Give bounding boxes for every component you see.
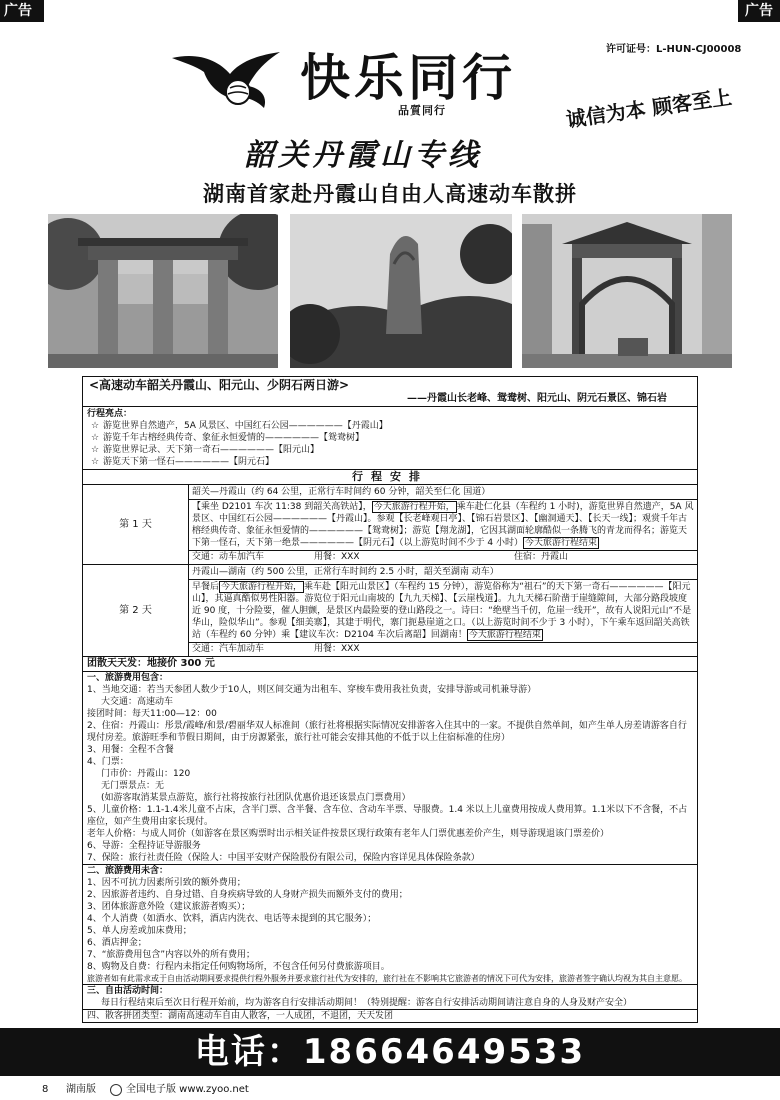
included-line: 大交通：高速动车 bbox=[101, 697, 174, 707]
included-line: 接团时间：每天11:00—12：00 bbox=[87, 709, 217, 719]
highlight-item: ☆ 游览天下第一怪石——————【阴元石】 bbox=[91, 457, 275, 467]
route-title: 韶关丹霞山专线 bbox=[244, 138, 482, 173]
day-route: 韶关—丹霞山（约 64 公里，正常行车时间约 60 分钟，韶关至仁化 国道） bbox=[189, 485, 697, 500]
website-link[interactable]: 全国电子版 www.zyoo.net bbox=[126, 1084, 249, 1095]
highlights bbox=[83, 407, 697, 470]
brand-header bbox=[0, 22, 780, 172]
tour-header bbox=[83, 377, 697, 407]
included-title: 一、旅游费用包含： bbox=[87, 673, 169, 683]
brand-subtitle: 品質同行 bbox=[398, 104, 446, 117]
excluded-line: 7、“旅游费用包含”内容以外的所有费用； bbox=[87, 950, 256, 960]
star-icon: ☆ bbox=[91, 433, 100, 443]
day-traffic: 交通：汽车加动车 bbox=[192, 644, 265, 654]
excluded-line: 2、因旅游者违约、自身过错、自身疾病导致的人身财产损失而额外支付的费用； bbox=[87, 890, 408, 900]
day-description: 【乘坐 D2101 车次 11:38 到韶关高铁站】， 今天旅游行程开始， 乘车赴仁化县（车程约 1 小时)，游览世界自然遗产，5A 风景区、中国红石公园——————【丹霞山】。参观【长老峰观日亭】、【锦石岩景区】、【幽洞通天】、【长天一线】；观赏千年古榕经典传奇、象征永恒爱情的——————【鸳鸯树】；游览【翔龙湖】，它因其湖面轮廓酷似一条腾飞的青龙而得名；游览天下第一怪石，天下第一绝景——————【阴元石】（以上游览时间不少于 4 小时） 今天旅游行程结束 bbox=[189, 500, 697, 551]
day-meal: 用餐：XXX bbox=[314, 644, 360, 654]
globe-icon bbox=[110, 1084, 122, 1096]
included-line: 4、门票： bbox=[87, 757, 129, 767]
day-2 bbox=[83, 565, 697, 657]
group-type: 四、散客拼团类型：湖南高速动车自由人散客，一人成团，不退团，天天发团 bbox=[87, 1011, 394, 1021]
page-number: 8 bbox=[42, 1084, 49, 1095]
brand-title: 快乐同行 bbox=[300, 48, 516, 107]
included-line: (如游客取消某景点游览，旅行社将按旅行社团队优惠价退还该景点门票费用） bbox=[101, 793, 411, 803]
ad-tag-left: 广告 bbox=[0, 0, 44, 22]
top-bar bbox=[0, 0, 780, 22]
excluded-line: 6、酒店押金； bbox=[87, 938, 147, 948]
day-route: 丹霞山—湖南（约 500 公里，正常行车时间约 2.5 小时，韶关至湖南 动车） bbox=[189, 565, 697, 580]
ad-tag-right: 广告 bbox=[738, 0, 780, 22]
highlight-item: ☆ 游览世界自然遗产，5A 风景区、中国红石公园——————【丹霞山】 bbox=[91, 421, 388, 431]
day-meal: 用餐：XXX bbox=[314, 552, 360, 562]
footer bbox=[0, 1080, 780, 1100]
itinerary-end-badge: 今天旅游行程结束 bbox=[468, 630, 541, 640]
excluded-section bbox=[83, 865, 697, 985]
highlight-item: ☆ 游览千年古榕经典传奇、象征永恒爱情的——————【鸳鸯树】 bbox=[91, 433, 365, 443]
tour-title: <高速动车韶关丹霞山、阳元山、少阴石两日游> bbox=[89, 378, 350, 392]
day-traffic: 交通：动车加汽车 bbox=[192, 552, 265, 562]
photo-city-archway bbox=[522, 214, 732, 368]
excluded-line: 8、购物及自费：行程内未指定任何购物场所，不包含任何另付费旅游项目。 bbox=[87, 962, 390, 972]
included-line: 3、用餐：全程不含餐 bbox=[87, 745, 174, 755]
excluded-line: 4、个人消费（如酒水、饮料，酒店内洗衣、电话等未提到的其它服务）； bbox=[87, 914, 377, 924]
excluded-line: 1、因不可抗力因素所引致的额外费用； bbox=[87, 878, 246, 888]
day-footer bbox=[189, 643, 697, 656]
day-1 bbox=[83, 485, 697, 565]
free-time-title: 三、自由活动时间： bbox=[87, 986, 169, 996]
day-label: 第 1 天 bbox=[83, 485, 189, 564]
itinerary-end-badge: 今天旅游行程结束 bbox=[524, 538, 597, 548]
license-number: 许可证号：L-HUN-CJ00008 bbox=[606, 44, 742, 55]
included-line: 老年人价格：与成人同价（如游客在景区购票时出示相关证件按景区现行政策有老年人门票优惠差价产生，则导游现退该门票差价） bbox=[87, 829, 610, 839]
included-line: 1、当地交通：若当天参团人数少于10人，则区间交通为出租车、穿梭车费用我社负责，安排导游或司机兼导游） bbox=[87, 685, 537, 695]
highlight-item: ☆ 游览世界记录、天下第一奇石——————【阳元山】 bbox=[91, 445, 320, 455]
included-line: 无门票景点：无 bbox=[101, 781, 165, 791]
star-icon: ☆ bbox=[91, 445, 100, 455]
star-icon: ☆ bbox=[91, 457, 100, 467]
included-line: 2、住宿：丹霞山：彤景/霞峰/和景/碧丽华双人标准间（旅行社将根据实际情况安排游客入住其中的一家。不提供自然单间，如产生单人房差请游客自行现付房差。旅游旺季和节假日期间，由于房源紧张，旅行社可能会安排其他的不低于以上住宿标准的住房） bbox=[87, 721, 687, 743]
free-time-section bbox=[83, 985, 697, 1010]
star-icon: ☆ bbox=[91, 421, 100, 431]
excluded-note: 旅游者如有此需求或于自由活动期间要求提供行程外服务并要求旅行社代为安排的，旅行社在不影响其它旅游者的情况下可代为安排，旅游者签字确认均视为其自主意愿。 bbox=[87, 974, 687, 983]
photo-yangyuan-rock bbox=[290, 214, 512, 368]
slogan: 诚信为本 顾客至上 bbox=[564, 84, 734, 132]
included-section bbox=[83, 672, 697, 865]
free-time-text: 每日行程结束后至次日行程开始前，均为游客自行安排活动期间！（特别提醒：游客自行安排活动期间请注意自身的人身及财产安全） bbox=[101, 998, 633, 1008]
tour-subtitle: ——丹霞山长老峰、鸳鸯树、阳元山、阴元石景区、锦石岩 bbox=[407, 393, 667, 404]
day-footer bbox=[189, 551, 697, 564]
itinerary-start-badge: 今天旅游行程开始， bbox=[221, 582, 303, 592]
excluded-title: 二、旅游费用未含： bbox=[87, 866, 169, 876]
included-line: 7、保险：旅行社责任险（保险人：中国平安财产保险股份有限公司，保险内容详见具体保险条款） bbox=[87, 853, 480, 863]
photo-stone-gate bbox=[48, 214, 278, 368]
phone-bar bbox=[0, 1028, 780, 1076]
edition: 湖南版 bbox=[66, 1084, 96, 1095]
phone-number[interactable]: 电话：18664649533 bbox=[194, 1032, 586, 1072]
day-body bbox=[189, 485, 697, 564]
excluded-line: 5、单人房差或加床费用； bbox=[87, 926, 192, 936]
day-label: 第 2 天 bbox=[83, 565, 189, 656]
dove-logo-icon bbox=[168, 44, 288, 116]
day-body bbox=[189, 565, 697, 656]
schedule-title: 行程安排 bbox=[83, 470, 697, 485]
included-line: 门市价：丹霞山：120 bbox=[101, 769, 191, 779]
itinerary-start-badge: 今天旅游行程开始， bbox=[373, 502, 455, 512]
photo-strip bbox=[48, 214, 732, 368]
included-line: 5、儿童价格：1.1-1.4米儿童不占床，含半门票、含半餐、含车位、含动车半票、导服费。1.4 米以上儿童费用按成人费用算。1.1米以下不含餐，不占座位，如产生费用由家长现付。 bbox=[87, 805, 688, 827]
day-description: 早餐后 今天旅游行程开始， 乘车赴【阳元山景区】（车程约 15 分钟），游览俗称为“祖石”的天下第一奇石——————【阳元山】，其逼真酷似男性阳器。游览位于阳元山南坡的【九九天梯】、【云崖栈道】。九九天梯石阶凿于崖缝隙间，大部分路段坡度近 90 度，十分险要，催人胆颤，是景区内最险要的登山路段之一。诗曰：“绝壁当千仞，危崖一线开”，故有人说阳元山“不是华山，险似华山”。参观【细美寨】，其建于明代，寨门扼悬崖道之口。（以上游览时间不少于 3 小时），下午乘车返回韶关高铁站（车程约 60 分钟）乘【建议车次：D2104 车次后离韶】回湖南！ 今天旅游行程结束 bbox=[189, 580, 697, 643]
price: 团散天天发：地接价 300 元 bbox=[83, 657, 697, 672]
included-line: 6、导游：全程持证导游服务 bbox=[87, 841, 201, 851]
excluded-line: 3、团体旅游意外险（建议旅游者购买）； bbox=[87, 902, 251, 912]
headline: 湖南首家赴丹霞山自由人高速动车散拼 bbox=[203, 181, 577, 206]
tour-info-box bbox=[82, 376, 698, 1023]
group-type-section bbox=[83, 1010, 697, 1022]
day-stay: 住宿：丹霞山 bbox=[514, 552, 569, 562]
highlights-title: 行程亮点： bbox=[87, 409, 133, 419]
